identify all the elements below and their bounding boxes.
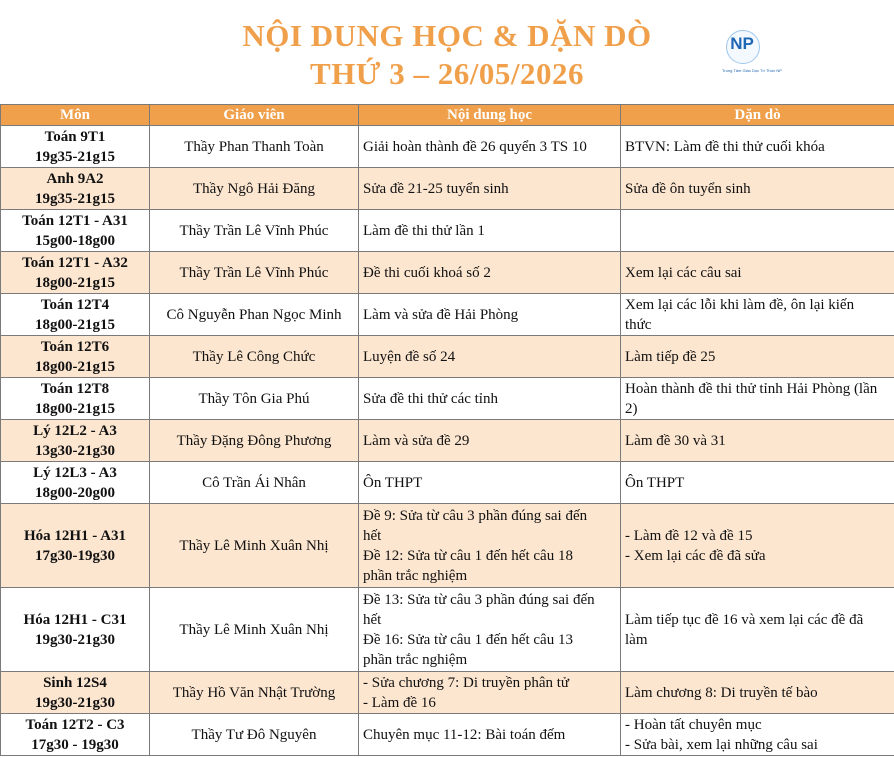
cell-noi-dung bbox=[359, 252, 621, 294]
cell-noi-dung-line: Đề thi cuối khoá số 2 bbox=[363, 264, 491, 281]
cell-mon-line: Toán 12T8 bbox=[40, 380, 110, 397]
cell-mon-line: Hóa 12H1 - A31 bbox=[23, 527, 127, 544]
table-row bbox=[1, 504, 894, 588]
cell-giao-vien bbox=[150, 672, 359, 714]
cell-dan-do bbox=[621, 504, 894, 588]
cell-mon-line: 19g30-21g30 bbox=[35, 631, 115, 648]
table-row bbox=[1, 336, 894, 378]
cell-giao-vien-line: Thầy Tôn Gia Phú bbox=[198, 390, 310, 407]
cell-dan-do bbox=[621, 168, 894, 210]
cell-noi-dung-line: - Sửa chương 7: Di truyền phân tử bbox=[363, 674, 570, 691]
cell-noi-dung-line: - Làm đề 16 bbox=[363, 694, 436, 711]
cell-mon-line: 17g30-19g30 bbox=[35, 547, 115, 564]
cell-mon-line: Lý 12L2 - A3 bbox=[33, 422, 117, 439]
cell-dan-do-line: - Hoàn tất chuyên mục bbox=[625, 716, 762, 733]
cell-mon bbox=[1, 588, 150, 672]
cell-mon bbox=[1, 294, 150, 336]
page-header bbox=[0, 0, 894, 104]
cell-giao-vien bbox=[150, 588, 359, 672]
cell-dan-do bbox=[621, 252, 894, 294]
cell-noi-dung bbox=[359, 126, 621, 168]
header-giao-vien: Giáo viên bbox=[150, 105, 359, 126]
cell-giao-vien bbox=[150, 210, 359, 252]
cell-dan-do-line: Làm đề 30 và 31 bbox=[625, 432, 726, 449]
table-row bbox=[1, 378, 894, 420]
cell-mon-line: 17g30 - 19g30 bbox=[31, 736, 119, 753]
cell-mon-line: 13g30-21g30 bbox=[35, 442, 115, 459]
cell-dan-do-line: Ôn THPT bbox=[625, 474, 685, 491]
cell-noi-dung-line: hết bbox=[363, 527, 382, 544]
cell-dan-do bbox=[621, 294, 894, 336]
cell-noi-dung bbox=[359, 294, 621, 336]
cell-dan-do bbox=[621, 588, 894, 672]
cell-giao-vien-line: Thầy Lê Công Chức bbox=[192, 348, 316, 365]
logo-caption: Trung Tâm Giáo Dục Trí Thức NP bbox=[722, 68, 782, 73]
schedule-table bbox=[0, 104, 894, 756]
cell-noi-dung bbox=[359, 504, 621, 588]
cell-mon-line: Toán 12T4 bbox=[40, 296, 110, 313]
cell-noi-dung-line: phần trắc nghiệm bbox=[363, 567, 468, 584]
cell-giao-vien-line: Thầy Tư Đô Nguyên bbox=[191, 726, 317, 743]
cell-mon-line: 18g00-21g15 bbox=[35, 274, 115, 291]
cell-giao-vien-line: Thầy Đặng Đông Phương bbox=[176, 432, 332, 449]
cell-mon-line: 19g35-21g15 bbox=[35, 190, 115, 207]
cell-dan-do-line: - Xem lại các đề đã sửa bbox=[625, 547, 766, 564]
cell-mon-line: Toán 12T2 - C3 bbox=[25, 716, 125, 733]
cell-giao-vien bbox=[150, 252, 359, 294]
cell-dan-do-line: Làm tiếp đề 25 bbox=[625, 348, 716, 365]
cell-noi-dung-line: Luyện đề số 24 bbox=[363, 348, 456, 365]
cell-mon bbox=[1, 126, 150, 168]
cell-noi-dung-line: Đề 12: Sửa từ câu 1 đến hết câu 18 bbox=[363, 547, 573, 564]
cell-mon-line: Anh 9A2 bbox=[46, 170, 104, 187]
cell-dan-do-line: làm bbox=[625, 631, 648, 648]
logo-mark: NP bbox=[730, 34, 754, 53]
cell-mon-line: Toán 12T6 bbox=[40, 338, 110, 355]
cell-mon-line: 18g00-21g15 bbox=[35, 358, 115, 375]
cell-giao-vien bbox=[150, 714, 359, 756]
cell-noi-dung-line: Đề 13: Sửa từ câu 3 phần đúng sai đến bbox=[363, 591, 595, 608]
table-header-row bbox=[1, 105, 894, 126]
cell-dan-do-line: Làm tiếp tục đề 16 và xem lại các đề đã bbox=[625, 611, 864, 628]
table-row bbox=[1, 588, 894, 672]
table-row bbox=[1, 672, 894, 714]
cell-mon-line: Lý 12L3 - A3 bbox=[33, 464, 117, 481]
cell-dan-do-line: - Làm đề 12 và đề 15 bbox=[625, 527, 753, 544]
table-row bbox=[1, 252, 894, 294]
cell-mon bbox=[1, 210, 150, 252]
cell-giao-vien-line: Thầy Trần Lê Vĩnh Phúc bbox=[179, 222, 329, 239]
cell-noi-dung-line: Sửa đề thi thử các tỉnh bbox=[363, 390, 498, 407]
page-title: NỘI DUNG HỌC & DẶN DÒ bbox=[242, 18, 652, 53]
cell-mon-line: 18g00-21g15 bbox=[35, 316, 115, 333]
header-noi-dung: Nội dung học bbox=[359, 105, 621, 126]
cell-dan-do-line: BTVN: Làm đề thi thử cuối khóa bbox=[625, 138, 825, 155]
cell-giao-vien-line: Thầy Ngô Hải Đăng bbox=[192, 180, 316, 197]
cell-dan-do-line: Sửa đề ôn tuyển sinh bbox=[625, 180, 751, 197]
cell-giao-vien-line: Thầy Lê Minh Xuân Nhị bbox=[179, 621, 329, 638]
cell-mon-line: Hóa 12H1 - C31 bbox=[23, 611, 127, 628]
cell-dan-do bbox=[621, 462, 894, 504]
cell-mon bbox=[1, 504, 150, 588]
cell-giao-vien-line: Thầy Lê Minh Xuân Nhị bbox=[179, 537, 329, 554]
header-dan-do: Dặn dò bbox=[621, 105, 894, 126]
cell-mon bbox=[1, 714, 150, 756]
table-row bbox=[1, 168, 894, 210]
cell-dan-do bbox=[621, 420, 894, 462]
cell-noi-dung bbox=[359, 336, 621, 378]
cell-dan-do-line: Hoàn thành đề thi thử tỉnh Hải Phòng (lần bbox=[625, 380, 878, 397]
cell-noi-dung-line: Đề 9: Sửa từ câu 3 phần đúng sai đến bbox=[363, 507, 588, 524]
table-row bbox=[1, 294, 894, 336]
cell-giao-vien bbox=[150, 504, 359, 588]
header-mon: Môn bbox=[1, 105, 150, 126]
table-row bbox=[1, 210, 894, 252]
cell-mon bbox=[1, 336, 150, 378]
cell-dan-do bbox=[621, 336, 894, 378]
cell-mon-line: 18g00-21g15 bbox=[35, 400, 115, 417]
cell-mon-line: Toán 12T1 - A32 bbox=[22, 254, 128, 271]
cell-giao-vien-line: Thầy Hồ Văn Nhật Trường bbox=[172, 684, 336, 701]
cell-noi-dung bbox=[359, 672, 621, 714]
table-row bbox=[1, 714, 894, 756]
cell-giao-vien bbox=[150, 168, 359, 210]
cell-giao-vien bbox=[150, 378, 359, 420]
cell-dan-do bbox=[621, 210, 894, 252]
page-date: THỨ 3 – 26/05/2026 bbox=[310, 56, 584, 91]
cell-mon-line: Toán 9T1 bbox=[44, 128, 106, 145]
cell-dan-do-line: Làm chương 8: Di truyền tế bào bbox=[625, 684, 818, 701]
cell-noi-dung bbox=[359, 420, 621, 462]
cell-noi-dung-line: hết bbox=[363, 611, 382, 628]
cell-mon-line: 18g00-20g00 bbox=[35, 484, 115, 501]
cell-dan-do bbox=[621, 126, 894, 168]
cell-dan-do-line: 2) bbox=[625, 400, 638, 417]
cell-noi-dung-line: Làm đề thi thử lần 1 bbox=[363, 222, 485, 239]
cell-noi-dung bbox=[359, 378, 621, 420]
cell-giao-vien-line: Thầy Phan Thanh Toàn bbox=[184, 138, 324, 155]
cell-noi-dung bbox=[359, 168, 621, 210]
cell-giao-vien-line: Cô Trần Ái Nhân bbox=[202, 474, 306, 491]
cell-noi-dung bbox=[359, 210, 621, 252]
cell-mon-line: 19g35-21g15 bbox=[35, 148, 115, 165]
cell-noi-dung-line: Chuyên mục 11-12: Bài toán đếm bbox=[363, 726, 566, 743]
cell-giao-vien bbox=[150, 462, 359, 504]
cell-giao-vien-line: Thầy Trần Lê Vĩnh Phúc bbox=[179, 264, 329, 281]
cell-mon bbox=[1, 420, 150, 462]
table-row bbox=[1, 420, 894, 462]
cell-noi-dung-line: Sửa đề 21-25 tuyển sinh bbox=[363, 180, 509, 197]
cell-mon-line: Toán 12T1 - A31 bbox=[22, 212, 128, 229]
cell-dan-do-line: - Sửa bài, xem lại những câu sai bbox=[625, 736, 818, 753]
cell-dan-do bbox=[621, 714, 894, 756]
cell-noi-dung bbox=[359, 588, 621, 672]
cell-mon bbox=[1, 252, 150, 294]
table-row bbox=[1, 462, 894, 504]
cell-mon-line: Sinh 12S4 bbox=[43, 674, 107, 691]
cell-giao-vien bbox=[150, 420, 359, 462]
cell-giao-vien-line: Cô Nguyễn Phan Ngọc Minh bbox=[166, 306, 342, 323]
cell-dan-do-line: Xem lại các câu sai bbox=[625, 264, 742, 281]
cell-noi-dung-line: Ôn THPT bbox=[363, 474, 423, 491]
cell-mon bbox=[1, 672, 150, 714]
table-row bbox=[1, 126, 894, 168]
cell-noi-dung bbox=[359, 462, 621, 504]
cell-noi-dung-line: Làm và sửa đề 29 bbox=[363, 432, 470, 449]
center-logo bbox=[722, 30, 782, 78]
cell-dan-do bbox=[621, 378, 894, 420]
cell-giao-vien bbox=[150, 336, 359, 378]
cell-mon bbox=[1, 462, 150, 504]
cell-mon-line: 19g30-21g30 bbox=[35, 694, 115, 711]
cell-noi-dung-line: Giải hoàn thành đề 26 quyển 3 TS 10 bbox=[363, 138, 587, 155]
cell-noi-dung bbox=[359, 714, 621, 756]
cell-dan-do-line: thức bbox=[625, 316, 652, 333]
cell-noi-dung-line: Đề 16: Sửa từ câu 1 đến hết câu 13 bbox=[363, 631, 573, 648]
cell-giao-vien bbox=[150, 126, 359, 168]
cell-giao-vien bbox=[150, 294, 359, 336]
cell-dan-do-line: Xem lại các lỗi khi làm đề, ôn lại kiến bbox=[625, 296, 855, 313]
cell-dan-do bbox=[621, 672, 894, 714]
table-body bbox=[1, 126, 894, 756]
cell-noi-dung-line: phần trắc nghiệm bbox=[363, 651, 468, 668]
cell-mon-line: 15g00-18g00 bbox=[35, 232, 115, 249]
cell-mon bbox=[1, 168, 150, 210]
cell-noi-dung-line: Làm và sửa đề Hải Phòng bbox=[363, 306, 519, 323]
cell-mon bbox=[1, 378, 150, 420]
